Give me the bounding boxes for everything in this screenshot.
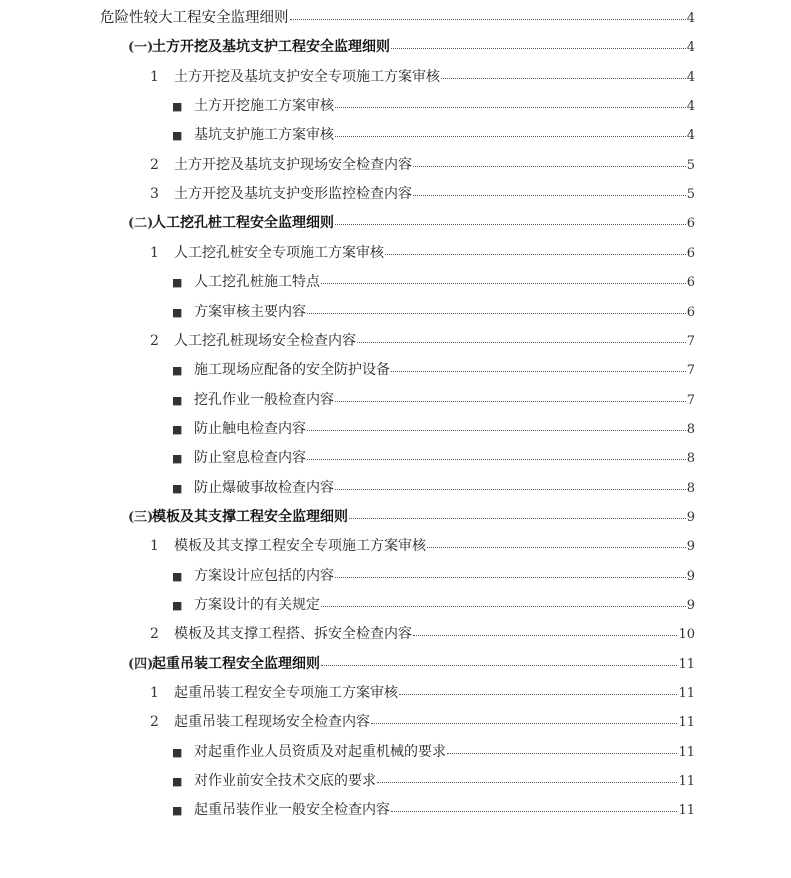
toc-entry-page: 5: [686, 187, 695, 203]
dot-leader: [447, 752, 677, 754]
toc-entry-number: 2: [150, 156, 159, 173]
toc-entry[interactable]: [172, 801, 695, 820]
toc-entry-number: 2: [150, 626, 159, 643]
toc-entry[interactable]: [128, 508, 695, 527]
toc-entry-title: 挖孔作业一般检查内容: [194, 391, 334, 408]
toc-entry-number: 2: [150, 332, 159, 349]
dot-leader: [413, 194, 686, 196]
toc-entry[interactable]: [172, 97, 695, 116]
toc-entry-title: 方案设计应包括的内容: [194, 567, 334, 584]
toc-entry-number: 1: [150, 685, 159, 702]
toc-entry-title: 防止触电检查内容: [194, 420, 306, 437]
toc-entry-page: 4: [686, 69, 695, 85]
toc-entry[interactable]: [172, 303, 695, 322]
dot-leader: [335, 135, 686, 137]
toc-entry-title: 土方开挖及基坑支护安全专项施工方案审核: [174, 68, 440, 85]
dot-leader: [335, 223, 686, 225]
toc-entry-number: 1: [150, 538, 159, 555]
toc-entry[interactable]: [150, 684, 695, 703]
toc-entry-page: 11: [678, 656, 695, 672]
toc-entry-title: 对作业前安全技术交底的要求: [194, 773, 376, 790]
toc-entry-page: 11: [678, 715, 695, 731]
toc-entry-page: 4: [686, 40, 695, 56]
dot-leader: [357, 341, 686, 343]
toc-entry[interactable]: [150, 185, 695, 204]
toc-entry-number: 1: [150, 68, 159, 85]
dot-leader: [377, 781, 677, 783]
dot-leader: [335, 488, 686, 490]
toc-entry[interactable]: [150, 68, 695, 87]
dot-leader: [385, 253, 686, 255]
bullet-icon: ■: [172, 100, 183, 114]
toc-entry-title: 危险性较大工程安全监理细则: [100, 10, 289, 26]
toc-entry[interactable]: [150, 713, 695, 732]
toc-entry[interactable]: [128, 38, 695, 57]
dot-leader: [335, 106, 686, 108]
toc-entry-page: 6: [686, 216, 695, 232]
toc-entry-page: 11: [678, 744, 695, 760]
toc-entry-page: 7: [686, 333, 695, 349]
bullet-icon: ■: [172, 452, 183, 466]
bullet-icon: ■: [172, 276, 183, 290]
toc-entry[interactable]: [172, 449, 695, 468]
dot-leader: [441, 77, 686, 79]
dot-leader: [391, 47, 686, 49]
toc-entry-page: 8: [686, 421, 695, 437]
toc-entry-title: 基坑支护施工方案审核: [194, 127, 334, 144]
toc-entry-page: 6: [686, 304, 695, 320]
dot-leader: [307, 429, 686, 431]
toc-entry[interactable]: [150, 244, 695, 263]
toc-entry[interactable]: [172, 596, 695, 615]
dot-leader: [427, 546, 686, 548]
toc-entry-title: 对起重作业人员资质及对起重机械的要求: [194, 743, 446, 760]
toc-entry-page: 7: [686, 363, 695, 379]
dot-leader: [290, 18, 686, 20]
bullet-icon: ■: [172, 129, 183, 143]
toc-entry-page: 6: [686, 275, 695, 291]
dot-leader: [413, 165, 686, 167]
toc-entry-title: 人工挖孔桩安全专项施工方案审核: [174, 244, 384, 261]
toc-entry-page: 10: [678, 627, 695, 643]
toc-entry-title: 起重吊装作业一般安全检查内容: [194, 802, 390, 819]
toc-entry-page: 4: [686, 11, 695, 26]
toc-entry-title: 模板及其支撑工程安全专项施工方案审核: [174, 538, 426, 555]
toc-entry-title: 人工挖孔桩现场安全检查内容: [174, 332, 356, 349]
toc-entry[interactable]: [172, 273, 695, 292]
dot-leader: [321, 605, 686, 607]
toc-entry-title: 方案审核主要内容: [194, 303, 306, 320]
toc-entry-title: 土方开挖及基坑支护现场安全检查内容: [174, 156, 412, 173]
toc-entry-number: (二): [128, 216, 154, 232]
toc-entry[interactable]: [172, 126, 695, 145]
toc-entry-page: 9: [686, 568, 695, 584]
toc-entry-title: 模板及其支撑工程搭、拆安全检查内容: [174, 626, 412, 643]
toc-entry-page: 11: [678, 686, 695, 702]
toc-entry[interactable]: [172, 567, 695, 586]
toc-entry-title: 防止窒息检查内容: [194, 450, 306, 467]
dot-leader: [321, 282, 686, 284]
dot-leader: [335, 400, 686, 402]
toc-entry-number: 2: [150, 714, 159, 731]
toc-entry-page: 11: [678, 774, 695, 790]
toc-entry[interactable]: [172, 479, 695, 498]
dot-leader: [349, 517, 686, 519]
bullet-icon: ■: [172, 422, 183, 436]
bullet-icon: ■: [172, 745, 183, 759]
toc-entry[interactable]: [150, 537, 695, 556]
toc-entry-page: 4: [686, 128, 695, 144]
toc-entry-page: 11: [678, 803, 695, 819]
toc-entry[interactable]: [172, 743, 695, 762]
dot-leader: [399, 693, 677, 695]
toc-entry-title: 人工挖孔桩工程安全监理细则: [152, 215, 334, 232]
toc-entry-page: 7: [686, 392, 695, 408]
bullet-icon: ■: [172, 305, 183, 319]
toc-entry-page: 9: [686, 509, 695, 525]
dot-leader: [391, 370, 686, 372]
toc-entry[interactable]: [150, 332, 695, 351]
toc-entry-page: 8: [686, 451, 695, 467]
bullet-icon: ■: [172, 481, 183, 495]
toc-entry-title: 土方开挖及基坑支护工程安全监理细则: [152, 39, 390, 56]
toc-entry-title: 起重吊装工程安全专项施工方案审核: [174, 685, 398, 702]
toc-entry-number: (一): [128, 40, 154, 56]
toc-entry-page: 9: [686, 598, 695, 613]
toc-entry-page: 5: [686, 157, 695, 173]
bullet-icon: ■: [172, 364, 183, 378]
toc-entry-title: 起重吊装工程安全监理细则: [152, 655, 320, 672]
toc-entry-title: 模板及其支撑工程安全监理细则: [152, 508, 348, 525]
bullet-icon: ■: [172, 569, 183, 583]
toc-entry-title: 人工挖孔桩施工特点: [194, 274, 320, 291]
toc-entry-title: 方案设计的有关规定: [194, 597, 320, 613]
dot-leader: [307, 458, 686, 460]
toc-entry-title: 起重吊装工程现场安全检查内容: [174, 714, 370, 731]
bullet-icon: ■: [172, 393, 183, 407]
toc-entry-number: 3: [150, 186, 159, 203]
toc-entry[interactable]: [150, 625, 695, 644]
toc-entry[interactable]: [172, 361, 695, 380]
toc-entry-title: 防止爆破事故检查内容: [194, 479, 334, 496]
dot-leader: [307, 312, 686, 314]
toc-entry[interactable]: [128, 655, 695, 674]
toc-entry[interactable]: [100, 9, 695, 28]
dot-leader: [335, 576, 686, 578]
toc-entry[interactable]: [172, 420, 695, 439]
dot-leader: [413, 634, 677, 636]
bullet-icon: ■: [172, 599, 183, 612]
dot-leader: [371, 722, 677, 724]
toc-entry-page: 6: [686, 245, 695, 261]
toc-entry-title: 土方开挖施工方案审核: [194, 98, 334, 115]
toc-entry-page: 4: [686, 99, 695, 115]
dot-leader: [391, 810, 677, 812]
toc-entry-page: 9: [686, 539, 695, 555]
toc-entry-number: (四): [128, 656, 154, 672]
toc-entry-number: 1: [150, 244, 159, 261]
toc-entry-number: (三): [128, 509, 154, 525]
dot-leader: [321, 664, 677, 666]
toc-entry[interactable]: [128, 214, 695, 233]
toc-entry-title: 施工现场应配备的安全防护设备: [194, 362, 390, 379]
toc-entry-page: 8: [686, 480, 695, 496]
bullet-icon: ■: [172, 775, 183, 789]
toc-entry[interactable]: [150, 156, 695, 175]
toc-entry[interactable]: [172, 391, 695, 410]
toc-entry[interactable]: [172, 772, 695, 791]
toc-entry-title: 土方开挖及基坑支护变形监控检查内容: [174, 186, 412, 203]
bullet-icon: ■: [172, 804, 183, 818]
